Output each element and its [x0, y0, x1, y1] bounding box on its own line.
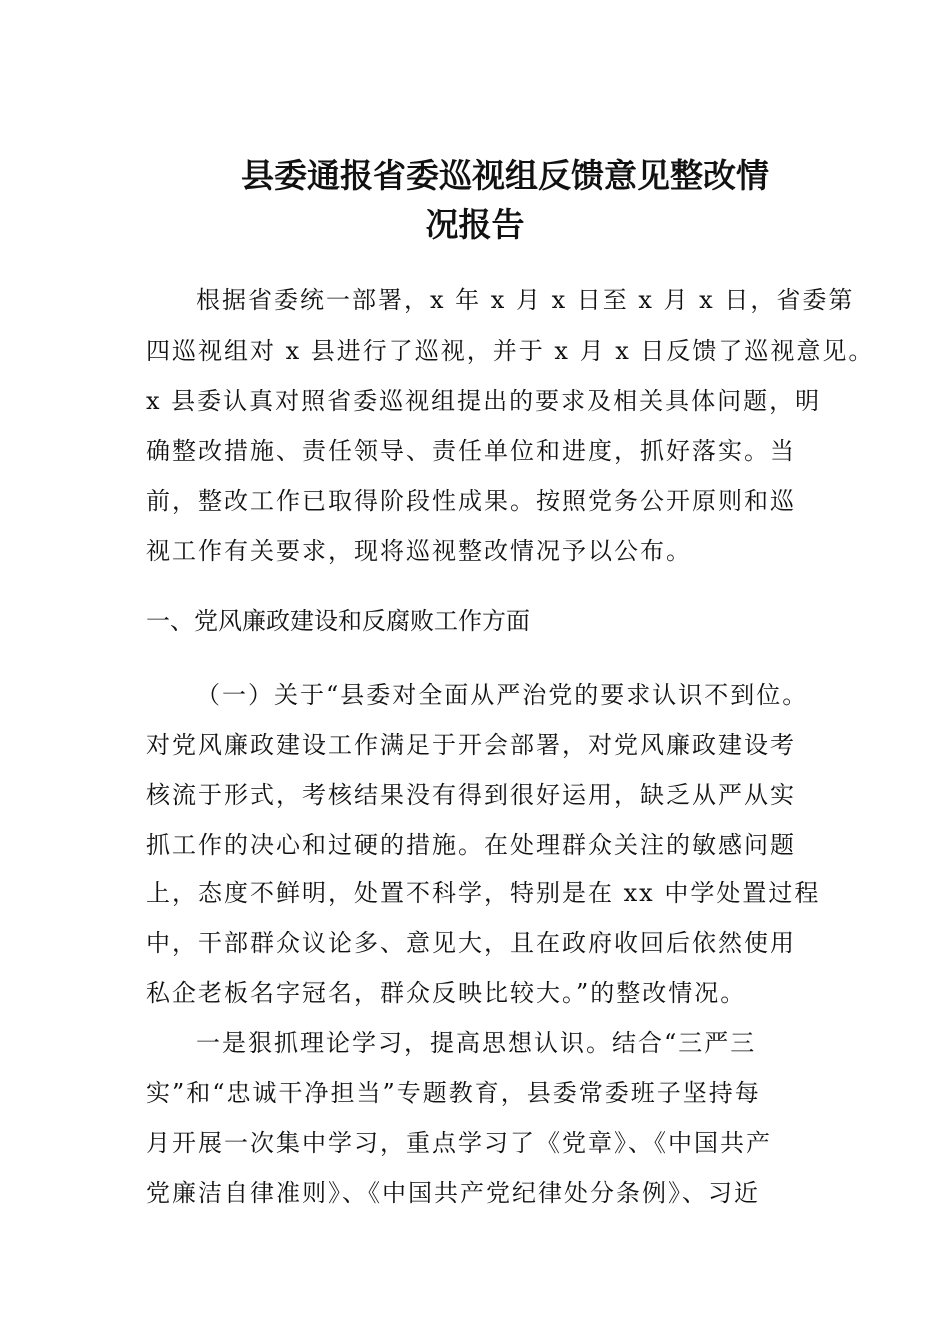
item-paragraph-line: 中，干部群众议论多、意见大，且在政府收回后依然使用 — [146, 929, 796, 957]
document-title-line-1: 县委通报省委巡视组反馈意见整改情 — [241, 156, 769, 195]
item-paragraph-line: 核流于形式，考核结果没有得到很好运用，缺乏从严从实 — [146, 781, 796, 809]
measure-paragraph-line: 党廉洁自律准则》、《中国共产党纪律处分条例》、习近 — [146, 1179, 760, 1207]
item-paragraph-line: 私企老板名字冠名，群众反映比较大。”的整改情况。 — [146, 979, 747, 1007]
intro-paragraph-line: 确整改措施、责任领导、责任单位和进度，抓好落实。当 — [146, 437, 796, 465]
intro-paragraph-line: 根据省委统一部署，x 年 x 月 x 日至 x 月 x 日，省委第 — [196, 286, 855, 314]
intro-paragraph-line: 视工作有关要求，现将巡视整改情况予以公布。 — [146, 537, 692, 565]
item-paragraph-line: 对党风廉政建设工作满足于开会部署，对党风廉政建设考 — [146, 731, 796, 759]
document-title-line-2: 况报告 — [425, 205, 525, 244]
measure-paragraph-line: 月开展一次集中学习，重点学习了《党章》、《中国共产 — [146, 1129, 772, 1157]
intro-paragraph-line: x 县委认真对照省委巡视组提出的要求及相关具体问题，明 — [146, 387, 822, 415]
item-paragraph-line: 上，态度不鲜明，处置不科学，特别是在 xx 中学处置过程 — [146, 879, 821, 907]
item-paragraph-line: 抓工作的决心和过硬的措施。在处理群众关注的敏感问题 — [146, 831, 796, 859]
intro-paragraph-line: 四巡视组对 x 县进行了巡视，并于 x 月 x 日反馈了巡视意见。 — [146, 337, 875, 365]
intro-paragraph-line: 前，整改工作已取得阶段性成果。按照党务公开原则和巡 — [146, 487, 796, 515]
measure-paragraph-line: 一是狠抓理论学习，提高思想认识。结合“三严三 — [196, 1029, 757, 1057]
measure-paragraph-line: 实”和“忠诚干净担当”专题教育，县委常委班子坚持每 — [146, 1079, 761, 1107]
section-heading: 一、党风廉政建设和反腐败工作方面 — [146, 607, 530, 635]
item-paragraph-line: （一）关于“县委对全面从严治党的要求认识不到位。 — [196, 681, 809, 709]
